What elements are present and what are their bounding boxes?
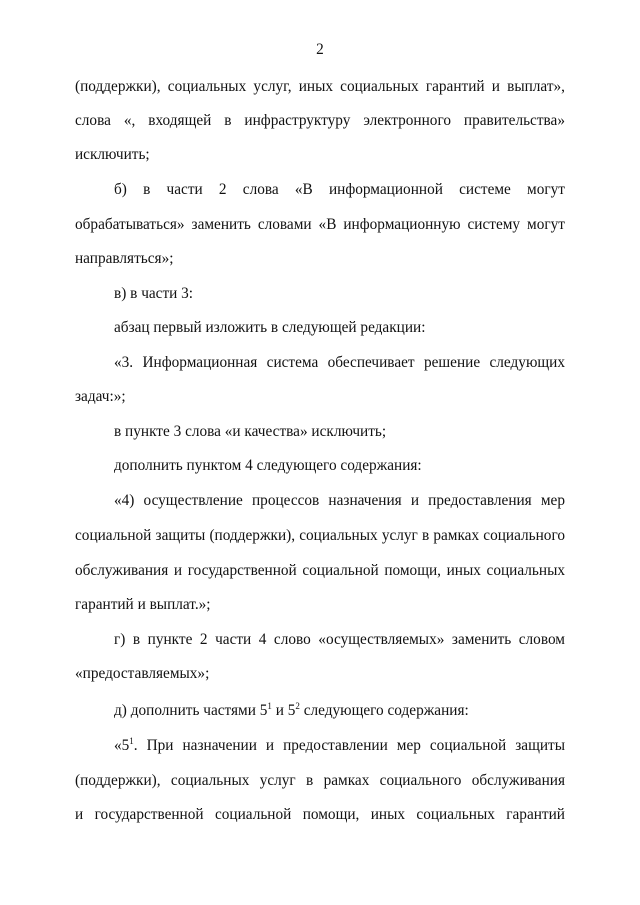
text-fragment: . При назначении и предоставлении мер социальной защиты [133, 737, 565, 754]
text-line: (поддержки), социальных услуг, иных социальных гарантий и выплат», [75, 78, 565, 95]
text-line: «3. Информационная система обеспечивает решение следующих [114, 354, 565, 371]
text-line: и государственной социальной помощи, иных социальных гарантий [75, 806, 565, 823]
text-line: абзац первый изложить в следующей редакции: [114, 319, 426, 336]
text-line: обслуживания и государственной социальной помощи, иных социальных [75, 562, 565, 579]
superscript: 2 [295, 701, 300, 711]
text-line [114, 737, 565, 755]
text-line: в) в части 3: [114, 285, 194, 302]
text-line: б) в части 2 слова «В информационной системе могут [114, 181, 565, 198]
text-line: исключить; [75, 146, 150, 163]
text-line: в пункте 3 слова «и качества» исключить; [114, 423, 387, 440]
text-line: г) в пункте 2 части 4 слово «осуществляемых» заменить словом [114, 631, 565, 648]
text-fragment: д) дополнить частями 5 [114, 702, 268, 719]
text-line: направляться»; [75, 250, 174, 267]
text-line: (поддержки), социальных услуг в рамках социального обслуживания [75, 772, 565, 789]
text-line: дополнить пунктом 4 следующего содержания: [114, 457, 422, 474]
text-line: задач:»; [75, 388, 126, 405]
text-line [114, 702, 565, 720]
text-line: слова «, входящей в инфраструктуру электронного правительства» [75, 112, 565, 129]
text-line: «предоставляемых»; [75, 665, 210, 682]
text-line: обрабатываться» заменить словами «В информационную систему могут [75, 216, 565, 233]
text-fragment: и 5 [271, 702, 296, 719]
text-line: гарантий и выплат.»; [75, 596, 211, 613]
superscript: 1 [267, 701, 272, 711]
text-fragment: следующего содержания: [299, 702, 469, 719]
text-line: социальной защиты (поддержки), социальных услуг в рамках социального [75, 527, 565, 544]
superscript: 1 [129, 736, 134, 746]
text-fragment: «5 [114, 737, 130, 754]
page-number: 2 [316, 41, 324, 58]
text-line: «4) осуществление процессов назначения и предоставления мер [114, 492, 565, 509]
